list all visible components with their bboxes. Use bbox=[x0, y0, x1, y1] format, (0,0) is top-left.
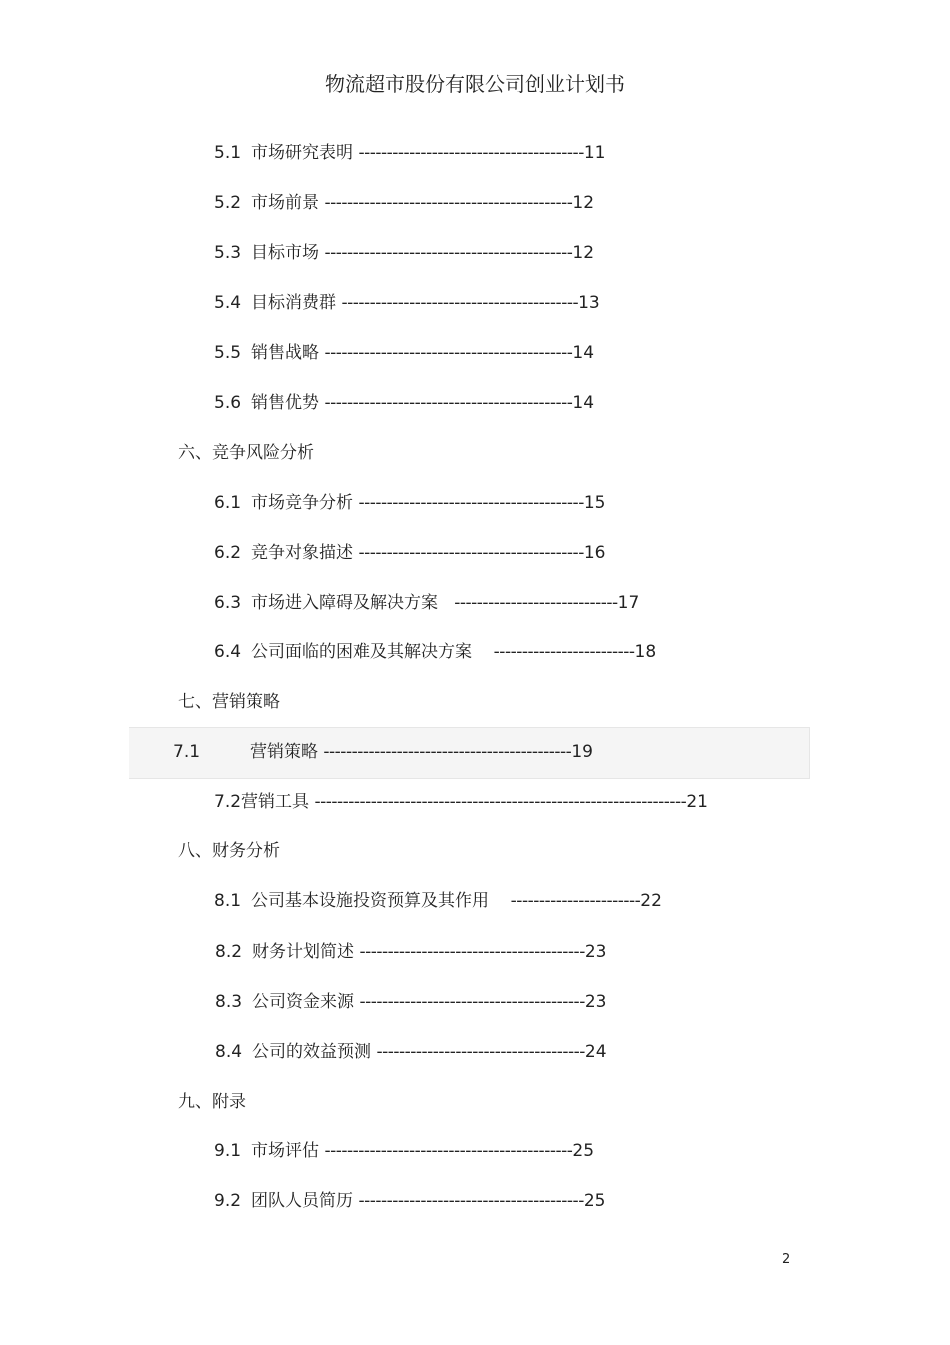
toc-page-number: 14 bbox=[572, 343, 595, 363]
toc-section-heading[interactable]: 九、附录 bbox=[178, 1092, 246, 1112]
toc-entry[interactable] bbox=[214, 541, 605, 565]
toc-entry[interactable] bbox=[214, 1139, 594, 1163]
toc-leader: -------------------------------------------- bbox=[324, 193, 573, 213]
toc-leader: ---------------------------------------- bbox=[359, 992, 585, 1012]
toc-entry[interactable] bbox=[214, 790, 708, 814]
toc-entry[interactable] bbox=[214, 889, 662, 913]
toc-entry[interactable] bbox=[214, 291, 600, 315]
toc-entry[interactable] bbox=[214, 341, 594, 365]
toc-entry-text: 市场前景 bbox=[251, 193, 320, 213]
toc-leader: ------------------------- bbox=[493, 642, 635, 662]
toc-page-number: 23 bbox=[584, 942, 607, 962]
toc-leader: ------------------------------------------ bbox=[341, 293, 579, 313]
toc-entry-text: 公司资金来源 bbox=[252, 992, 355, 1012]
toc-leader: -------------------------------------------- bbox=[324, 243, 573, 263]
toc-entry-number: 8.2 bbox=[215, 942, 243, 962]
toc-page-number: 16 bbox=[583, 543, 606, 563]
toc-page-number: 19 bbox=[571, 742, 593, 762]
toc-entry[interactable] bbox=[214, 191, 594, 215]
toc-page-number: 18 bbox=[634, 642, 657, 662]
toc-leader: -------------------------------------------- bbox=[324, 343, 573, 363]
toc-entry-text: 市场进入障碍及解决方案 bbox=[251, 593, 439, 613]
toc-entry[interactable] bbox=[215, 940, 606, 964]
toc-entry-selected[interactable] bbox=[173, 740, 593, 764]
toc-page-number: 12 bbox=[572, 243, 595, 263]
toc-page-number: 22 bbox=[640, 891, 662, 911]
toc-entry-number: 8.1 bbox=[214, 891, 242, 911]
toc-section-heading[interactable]: 八、财务分析 bbox=[178, 841, 280, 861]
toc-leader: ------------------------------------------------------------------ bbox=[314, 792, 687, 812]
page-number: 2 bbox=[782, 1252, 791, 1267]
toc-page-number: 13 bbox=[578, 293, 600, 313]
toc-entry-number: 5.6 bbox=[214, 393, 242, 413]
toc-entry-number: 6.4 bbox=[214, 642, 242, 662]
toc-entry-number: 7.2 bbox=[214, 792, 242, 812]
toc-entry[interactable] bbox=[214, 141, 605, 165]
toc-entry-number: 6.2 bbox=[214, 543, 242, 563]
toc-entry-text: 目标消费群 bbox=[251, 293, 337, 313]
toc-entry-text: 公司的效益预测 bbox=[252, 1042, 372, 1062]
toc-entry[interactable] bbox=[215, 1040, 607, 1064]
toc-entry[interactable] bbox=[214, 391, 594, 415]
toc-entry-text: 市场研究表明 bbox=[251, 143, 354, 163]
toc-entry-number: 8.4 bbox=[215, 1042, 243, 1062]
toc-page-number: 25 bbox=[583, 1191, 606, 1211]
toc-page-number: 17 bbox=[617, 593, 640, 613]
toc-page-number: 15 bbox=[583, 493, 606, 513]
toc-section-heading[interactable]: 七、营销策略 bbox=[178, 692, 280, 712]
toc-entry-number: 5.2 bbox=[214, 193, 242, 213]
toc-leader: ---------------------------------------- bbox=[358, 493, 584, 513]
toc-section-heading[interactable]: 六、竞争风险分析 bbox=[178, 443, 314, 463]
toc-entry-text: 竞争对象描述 bbox=[251, 543, 354, 563]
toc-entry-text: 目标市场 bbox=[251, 243, 320, 263]
toc-entry[interactable] bbox=[214, 591, 639, 615]
toc-page-number: 14 bbox=[572, 393, 595, 413]
toc-leader: ---------------------------------------- bbox=[359, 942, 585, 962]
toc-entry-text: 销售战略 bbox=[251, 343, 320, 363]
toc-page-number: 24 bbox=[584, 1042, 607, 1062]
toc-entry-text: 公司面临的困难及其解决方案 bbox=[251, 642, 473, 662]
toc-entry-text: 团队人员简历 bbox=[251, 1191, 354, 1211]
toc-entry-number: 5.3 bbox=[214, 243, 242, 263]
toc-entry-text: 营销策略 bbox=[250, 742, 318, 762]
toc-entry-number: 5.1 bbox=[214, 143, 242, 163]
toc-entry[interactable] bbox=[214, 1189, 605, 1213]
toc-leader: ---------------------------------------- bbox=[358, 1191, 584, 1211]
toc-entry-text: 销售优势 bbox=[251, 393, 320, 413]
toc-entry-number: 8.3 bbox=[215, 992, 243, 1012]
toc-leader: -------------------------------------------- bbox=[323, 742, 572, 762]
toc-entry-text: 营销工具 bbox=[241, 792, 310, 812]
toc-leader: -------------------------------------------- bbox=[324, 1141, 573, 1161]
toc-entry[interactable] bbox=[214, 491, 605, 515]
toc-page-number: 25 bbox=[572, 1141, 595, 1161]
toc-page-number: 11 bbox=[583, 143, 606, 163]
toc-entry-number: 5.5 bbox=[214, 343, 242, 363]
toc-entry-number: 9.2 bbox=[214, 1191, 242, 1211]
toc-entry-text: 财务计划简述 bbox=[252, 942, 355, 962]
toc-entry-text: 公司基本设施投资预算及其作用 bbox=[251, 891, 490, 911]
toc-entry-text: 市场竞争分析 bbox=[251, 493, 354, 513]
toc-leader: ---------------------------------------- bbox=[358, 543, 584, 563]
toc-entry-number: 5.4 bbox=[214, 293, 242, 313]
toc-entry[interactable] bbox=[214, 241, 594, 265]
document-title: 物流超市股份有限公司创业计划书 bbox=[325, 72, 625, 96]
toc-leader: ----------------------------- bbox=[454, 593, 618, 613]
toc-page-number: 21 bbox=[686, 792, 708, 812]
toc-leader: ------------------------------------- bbox=[376, 1042, 585, 1062]
toc-page-number: 12 bbox=[572, 193, 595, 213]
toc-page-number: 23 bbox=[584, 992, 607, 1012]
toc-entry-number: 9.1 bbox=[214, 1141, 242, 1161]
toc-leader: -------------------------------------------- bbox=[324, 393, 573, 413]
toc-entry-number: 7.1 bbox=[173, 742, 201, 762]
toc-entry-text: 市场评估 bbox=[251, 1141, 320, 1161]
toc-entry-number: 6.1 bbox=[214, 493, 242, 513]
toc-leader: ---------------------------------------- bbox=[358, 143, 584, 163]
toc-entry[interactable] bbox=[214, 640, 656, 664]
toc-entry[interactable] bbox=[215, 990, 606, 1014]
toc-entry-number: 6.3 bbox=[214, 593, 242, 613]
toc-leader: ----------------------- bbox=[510, 891, 641, 911]
